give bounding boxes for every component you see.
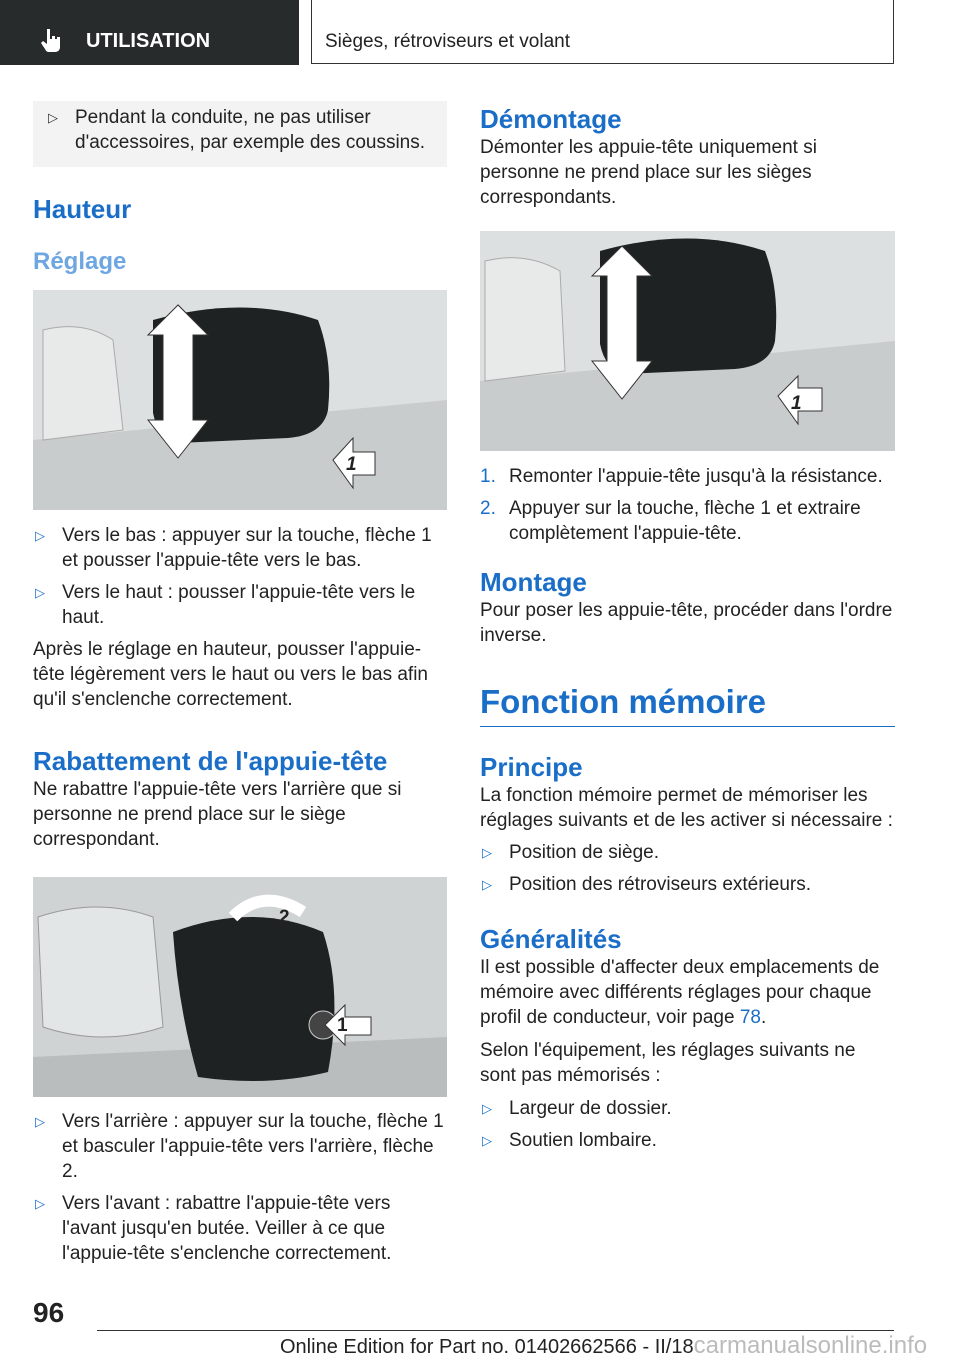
watermark: carmanualsonline.info	[693, 1332, 928, 1359]
section-title: UTILISATION	[86, 30, 211, 52]
triangle-bullet-icon: ▷	[482, 845, 492, 860]
reglage-paragraph: Après le réglage en hauteur, pousser l'appuie-tête légèrement vers le haut ou vers le bas afin qu'il s'enclenche correctement.	[33, 639, 429, 710]
figure-headrest-fold	[33, 877, 447, 1097]
triangle-bullet-icon: ▷	[35, 1114, 45, 1129]
triangle-bullet-icon: ▷	[35, 1196, 45, 1211]
page-number: 96	[33, 1297, 65, 1328]
demontage-paragraph: Démonter les appuie-tête uniquement si personne ne prend place sur les sièges correspondants.	[480, 137, 817, 208]
triangle-bullet-icon: ▷	[482, 1101, 492, 1116]
bullet-item: ▷ Vers le haut : pousser l'appuie-tête vers le haut.	[35, 582, 416, 628]
principe-paragraph: La fonction mémoire permet de mémoriser les réglages suivants et de les activer si nécessaire :	[480, 785, 893, 831]
hand-pointer-icon	[40, 27, 64, 53]
bullet-item: ▷ Largeur de dossier.	[482, 1098, 672, 1119]
figure-headrest-removal	[480, 231, 895, 451]
bullet-item: ▷ Soutien lombaire.	[482, 1130, 657, 1151]
note-box	[33, 101, 447, 167]
montage-paragraph: Pour poser les appuie-tête, procéder dans l'ordre inverse.	[480, 600, 893, 646]
headrest-height-illustration	[33, 290, 447, 510]
headrest-fold-illustration	[33, 877, 447, 1097]
triangle-bullet-icon: ▷	[482, 1133, 492, 1148]
page-link-78[interactable]: 78	[739, 1007, 761, 1028]
triangle-bullet-icon: ▷	[35, 528, 45, 543]
step-item: 1. Remonter l'appuie-tête jusqu'à la résistance.	[480, 466, 883, 487]
heading-generalites: Généralités	[480, 924, 622, 954]
triangle-bullet-icon: ▷	[35, 585, 45, 600]
chapter-title: Sièges, rétroviseurs et volant	[325, 31, 571, 52]
heading-demontage: Démontage	[480, 104, 622, 134]
heading-hauteur: Hauteur	[33, 194, 132, 224]
triangle-bullet-icon: ▷	[48, 110, 58, 125]
triangle-bullet-icon: ▷	[482, 877, 492, 892]
chapter-header	[311, 0, 894, 64]
bullet-item: ▷ Position des rétroviseurs extérieurs.	[482, 874, 812, 895]
heading-montage: Montage	[480, 567, 587, 597]
heading-principe: Principe	[480, 752, 583, 782]
figure-label-1: 1	[337, 1015, 348, 1036]
heading-fonction-memoire: Fonction mémoire	[480, 682, 895, 727]
figure-label-2: 2	[279, 907, 290, 928]
figure-label-1: 1	[791, 393, 802, 414]
heading-reglage: Réglage	[33, 248, 127, 275]
note-text: Pendant la conduite, ne pas utiliser d'accessoires, par exemple des coussins.	[75, 107, 426, 153]
figure-headrest-height	[33, 290, 447, 510]
rabattement-paragraph: Ne rabattre l'appuie-tête vers l'arrière que si personne ne prend place sur le siège correspondant.	[33, 779, 402, 850]
bullet-item: ▷ Vers l'arrière : appuyer sur la touche, flèche 1 et basculer l'appuie-tête vers l'arrière, flèche 2.	[35, 1111, 444, 1182]
bullet-item: ▷ Vers l'avant : rabattre l'appuie-tête vers l'avant jusqu'en butée. Veiller à ce que l'appuie-tête s'enclenche correctement.	[35, 1193, 392, 1264]
footer-divider	[97, 1330, 894, 1331]
heading-rabattement: Rabattement de l'appuie-tête	[33, 746, 388, 776]
bullet-item: ▷ Vers le bas : appuyer sur la touche, flèche 1 et pousser l'appuie-tête vers le bas.	[35, 525, 432, 571]
section-tab	[0, 0, 299, 65]
generalites-paragraph-2: Selon l'équipement, les réglages suivants ne sont pas mémorisés :	[480, 1040, 856, 1086]
figure-label-1: 1	[346, 454, 357, 475]
headrest-removal-illustration	[480, 231, 895, 451]
generalites-paragraph: Il est possible d'affecter deux emplacements de mémoire avec différents réglages pour chaque profil de conducteur, voir page 78.	[480, 957, 880, 1028]
bullet-item: ▷ Position de siège.	[482, 842, 659, 863]
footer-edition: Online Edition for Part no. 01402662566 - II/18carmanualsonline.info	[280, 1332, 928, 1359]
step-item: 2. Appuyer sur la touche, flèche 1 et extraire complètement l'appuie-tête.	[480, 498, 861, 544]
